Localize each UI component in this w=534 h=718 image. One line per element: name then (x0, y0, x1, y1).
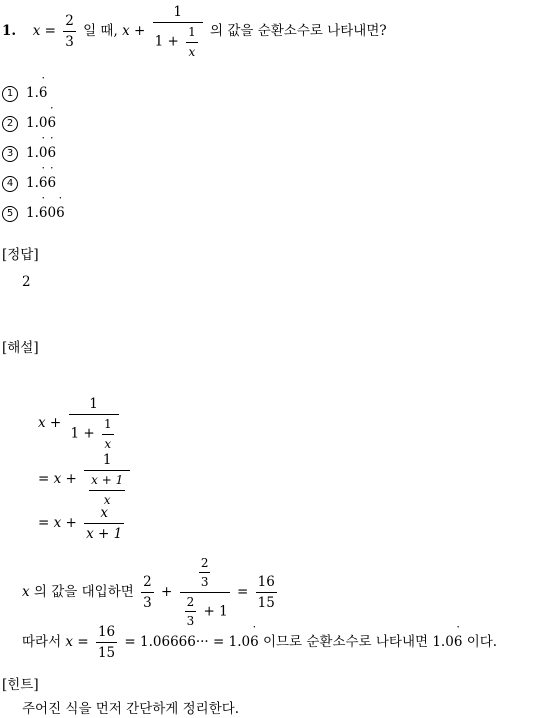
equals: = (232, 583, 253, 600)
explanation-label: [해설] (2, 340, 39, 356)
lhs: = x + (38, 470, 82, 487)
repeating-digit: 0 ˙ (39, 145, 48, 161)
repeating-digit: 6 ˙ (39, 85, 48, 101)
big-numerator (194, 556, 216, 590)
question-number: 1. (2, 22, 17, 39)
hint-text: 주어진 식을 먼저 간단하게 정리한다. (22, 701, 240, 717)
choice-item[interactable] (2, 145, 56, 162)
repeating-digit: 6 ˙ (454, 634, 463, 650)
numerator: x (100, 505, 108, 521)
choice-prefix: 1. (26, 85, 39, 101)
question-line (2, 4, 387, 59)
choice-number: 4 (2, 176, 18, 192)
den-left: 1 + (154, 33, 184, 50)
d: 3 (200, 575, 209, 590)
den-left: 1 + (70, 425, 99, 442)
x-eq: x = (65, 634, 93, 651)
repeating-digit: 6 ˙ (250, 634, 259, 650)
choice-number: 5 (2, 206, 18, 222)
fraction-result (256, 574, 277, 611)
sub-text: 의 값을 대입하면 (29, 583, 139, 600)
question-expr: x + (122, 22, 150, 39)
numerator: 1 (173, 4, 182, 20)
denominator: x + 1 (86, 526, 123, 543)
conclusion-text: 이므로 순환소수로 나타내면 1.0 (258, 634, 454, 651)
num-fraction (199, 556, 211, 590)
numerator: 2 (143, 573, 152, 590)
plus-one: + 1 (199, 603, 228, 620)
question-when: 일 때, (83, 22, 123, 39)
fraction-two-thirds (141, 574, 154, 611)
choice-item[interactable] (2, 115, 56, 132)
choice-item[interactable] (2, 175, 56, 192)
inner-den: x (103, 492, 111, 507)
inner-fraction (102, 417, 114, 451)
repeating-digit: 6 ˙ (47, 145, 56, 161)
explanation-line2 (38, 452, 133, 507)
denominator (153, 25, 203, 59)
fraction-two-thirds (63, 13, 76, 50)
question-tail: 의 값을 순환소수로 나타내면? (210, 22, 387, 39)
d: 3 (186, 614, 195, 629)
inner-fraction (186, 25, 198, 59)
numerator: 2 (65, 12, 74, 29)
choice-number: 1 (2, 86, 18, 102)
n: 2 (186, 594, 195, 609)
repeating-digit: 6 ˙ (47, 115, 56, 131)
answer-value: 2 (22, 274, 31, 290)
plus: + (156, 583, 177, 600)
answer-label: [정답] (2, 247, 39, 263)
repeating-digit: 6 ˙ (39, 205, 48, 221)
denominator: 3 (143, 594, 152, 611)
choice-number: 2 (2, 116, 18, 132)
repeating-digit: 6 ˙ (56, 205, 65, 221)
explanation-conclusion (22, 624, 497, 661)
lhs: x + (38, 414, 66, 431)
inner-num: 1 (188, 25, 196, 40)
denominator (69, 417, 119, 451)
decimal-expansion: = 1.06666··· = 1.0 (120, 634, 251, 651)
explanation-line1 (38, 396, 122, 451)
numerator: 16 (257, 573, 275, 590)
fraction (84, 505, 124, 542)
inner-num: 1 (104, 417, 112, 432)
therefore: 따라서 (22, 634, 66, 651)
inner-fraction (89, 473, 125, 507)
inner-den: x (188, 44, 196, 59)
fraction (84, 452, 130, 507)
explanation-substitution (22, 556, 280, 629)
choice-item[interactable] (2, 85, 47, 102)
conclusion-end: 이다. (462, 634, 498, 651)
denominator: 3 (65, 33, 74, 50)
choice-prefix: 1. (26, 145, 39, 161)
hint-label: [힌트] (2, 677, 39, 693)
repeating-digit: 6 ˙ (47, 175, 56, 191)
var-x: x (22, 583, 30, 600)
fraction (69, 396, 119, 451)
question-x: x = (32, 22, 61, 39)
denominator (84, 473, 130, 507)
lhs: = x + (38, 515, 82, 532)
fraction (96, 624, 117, 661)
inner-num: x + 1 (91, 473, 124, 488)
digit: 0 (47, 205, 57, 221)
fraction-complex (153, 4, 203, 59)
inner-den: x (104, 436, 112, 451)
choice-item[interactable] (2, 205, 65, 222)
explanation-line3 (38, 505, 127, 542)
numerator: 1 (89, 396, 98, 412)
numerator: 16 (97, 624, 116, 640)
n: 2 (200, 556, 209, 570)
choice-number: 3 (2, 146, 18, 162)
numerator: 1 (102, 452, 112, 468)
denominator: 15 (97, 645, 116, 662)
choice-prefix: 1. (26, 205, 39, 221)
choice-prefix: 1. (26, 175, 39, 191)
choice-prefix: 1.0 (26, 115, 48, 131)
repeating-digit: 6 ˙ (39, 175, 48, 191)
denominator: 15 (257, 594, 275, 611)
big-fraction (180, 556, 230, 629)
